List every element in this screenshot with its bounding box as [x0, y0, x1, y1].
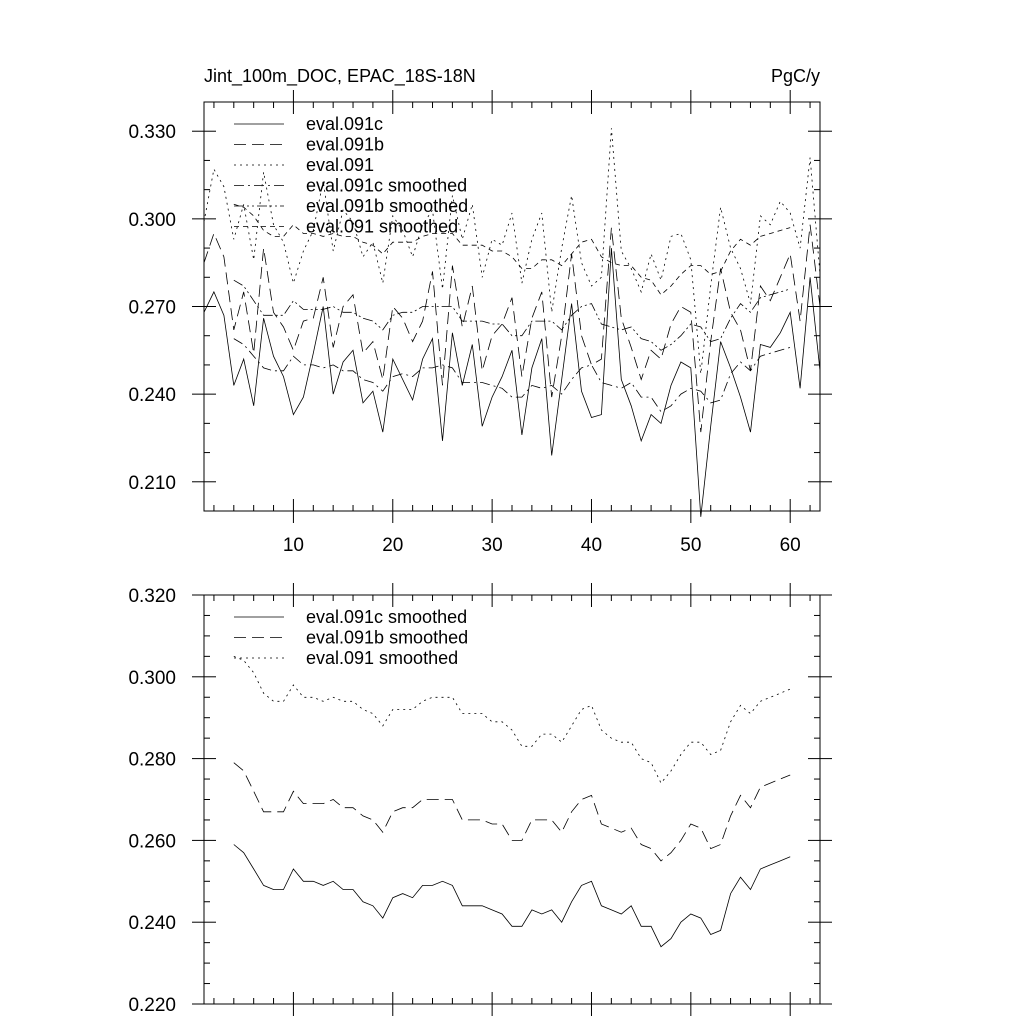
chart-title: Jint_100m_DOC, EPAC_18S-18N — [204, 66, 476, 86]
series-line — [234, 280, 790, 350]
legend-label: eval.091 — [306, 155, 375, 175]
legend-label: eval.091b smoothed — [306, 196, 469, 216]
legend-label: eval.091b — [306, 134, 385, 155]
x-tick-label: 20 — [382, 535, 404, 556]
legend-label: eval.091 smoothed — [306, 648, 459, 668]
x-tick-label: 50 — [680, 535, 702, 556]
top-panel — [128, 90, 832, 556]
legend-label: eval.091c smoothed — [306, 607, 468, 627]
legend-label: eval.091 smoothed — [306, 216, 459, 237]
series-line — [234, 845, 790, 947]
y-tick-label: 0.240 — [128, 385, 176, 407]
series-line — [204, 225, 820, 432]
x-tick-label: 60 — [779, 535, 801, 556]
y-tick-label: 0.210 — [128, 472, 176, 494]
x-tick-label: 30 — [481, 535, 503, 556]
y-tick-label: 0.300 — [128, 209, 176, 231]
y-tick-label: 0.220 — [128, 995, 176, 1016]
series-line — [204, 128, 820, 373]
bottom-panel — [128, 583, 832, 1016]
y-tick-label: 0.320 — [128, 586, 176, 607]
y-tick-label: 0.300 — [128, 667, 176, 689]
series-line — [234, 763, 790, 861]
plot-frame — [204, 102, 820, 511]
legend-label: eval.091b smoothed — [306, 627, 469, 648]
series-line — [234, 656, 790, 783]
y-tick-label: 0.260 — [128, 831, 176, 853]
x-tick-label: 40 — [580, 535, 603, 556]
y-tick-label: 0.330 — [128, 122, 176, 144]
y-tick-label: 0.280 — [128, 749, 176, 771]
y-tick-label: 0.240 — [128, 913, 176, 935]
legend-label: eval.091c smoothed — [306, 175, 468, 196]
units-label: PgC/y — [770, 66, 820, 86]
legend-label: eval.091c — [306, 114, 384, 134]
plot-frame — [204, 595, 820, 1004]
x-tick-label: 10 — [282, 535, 304, 556]
y-tick-label: 0.270 — [128, 297, 176, 319]
